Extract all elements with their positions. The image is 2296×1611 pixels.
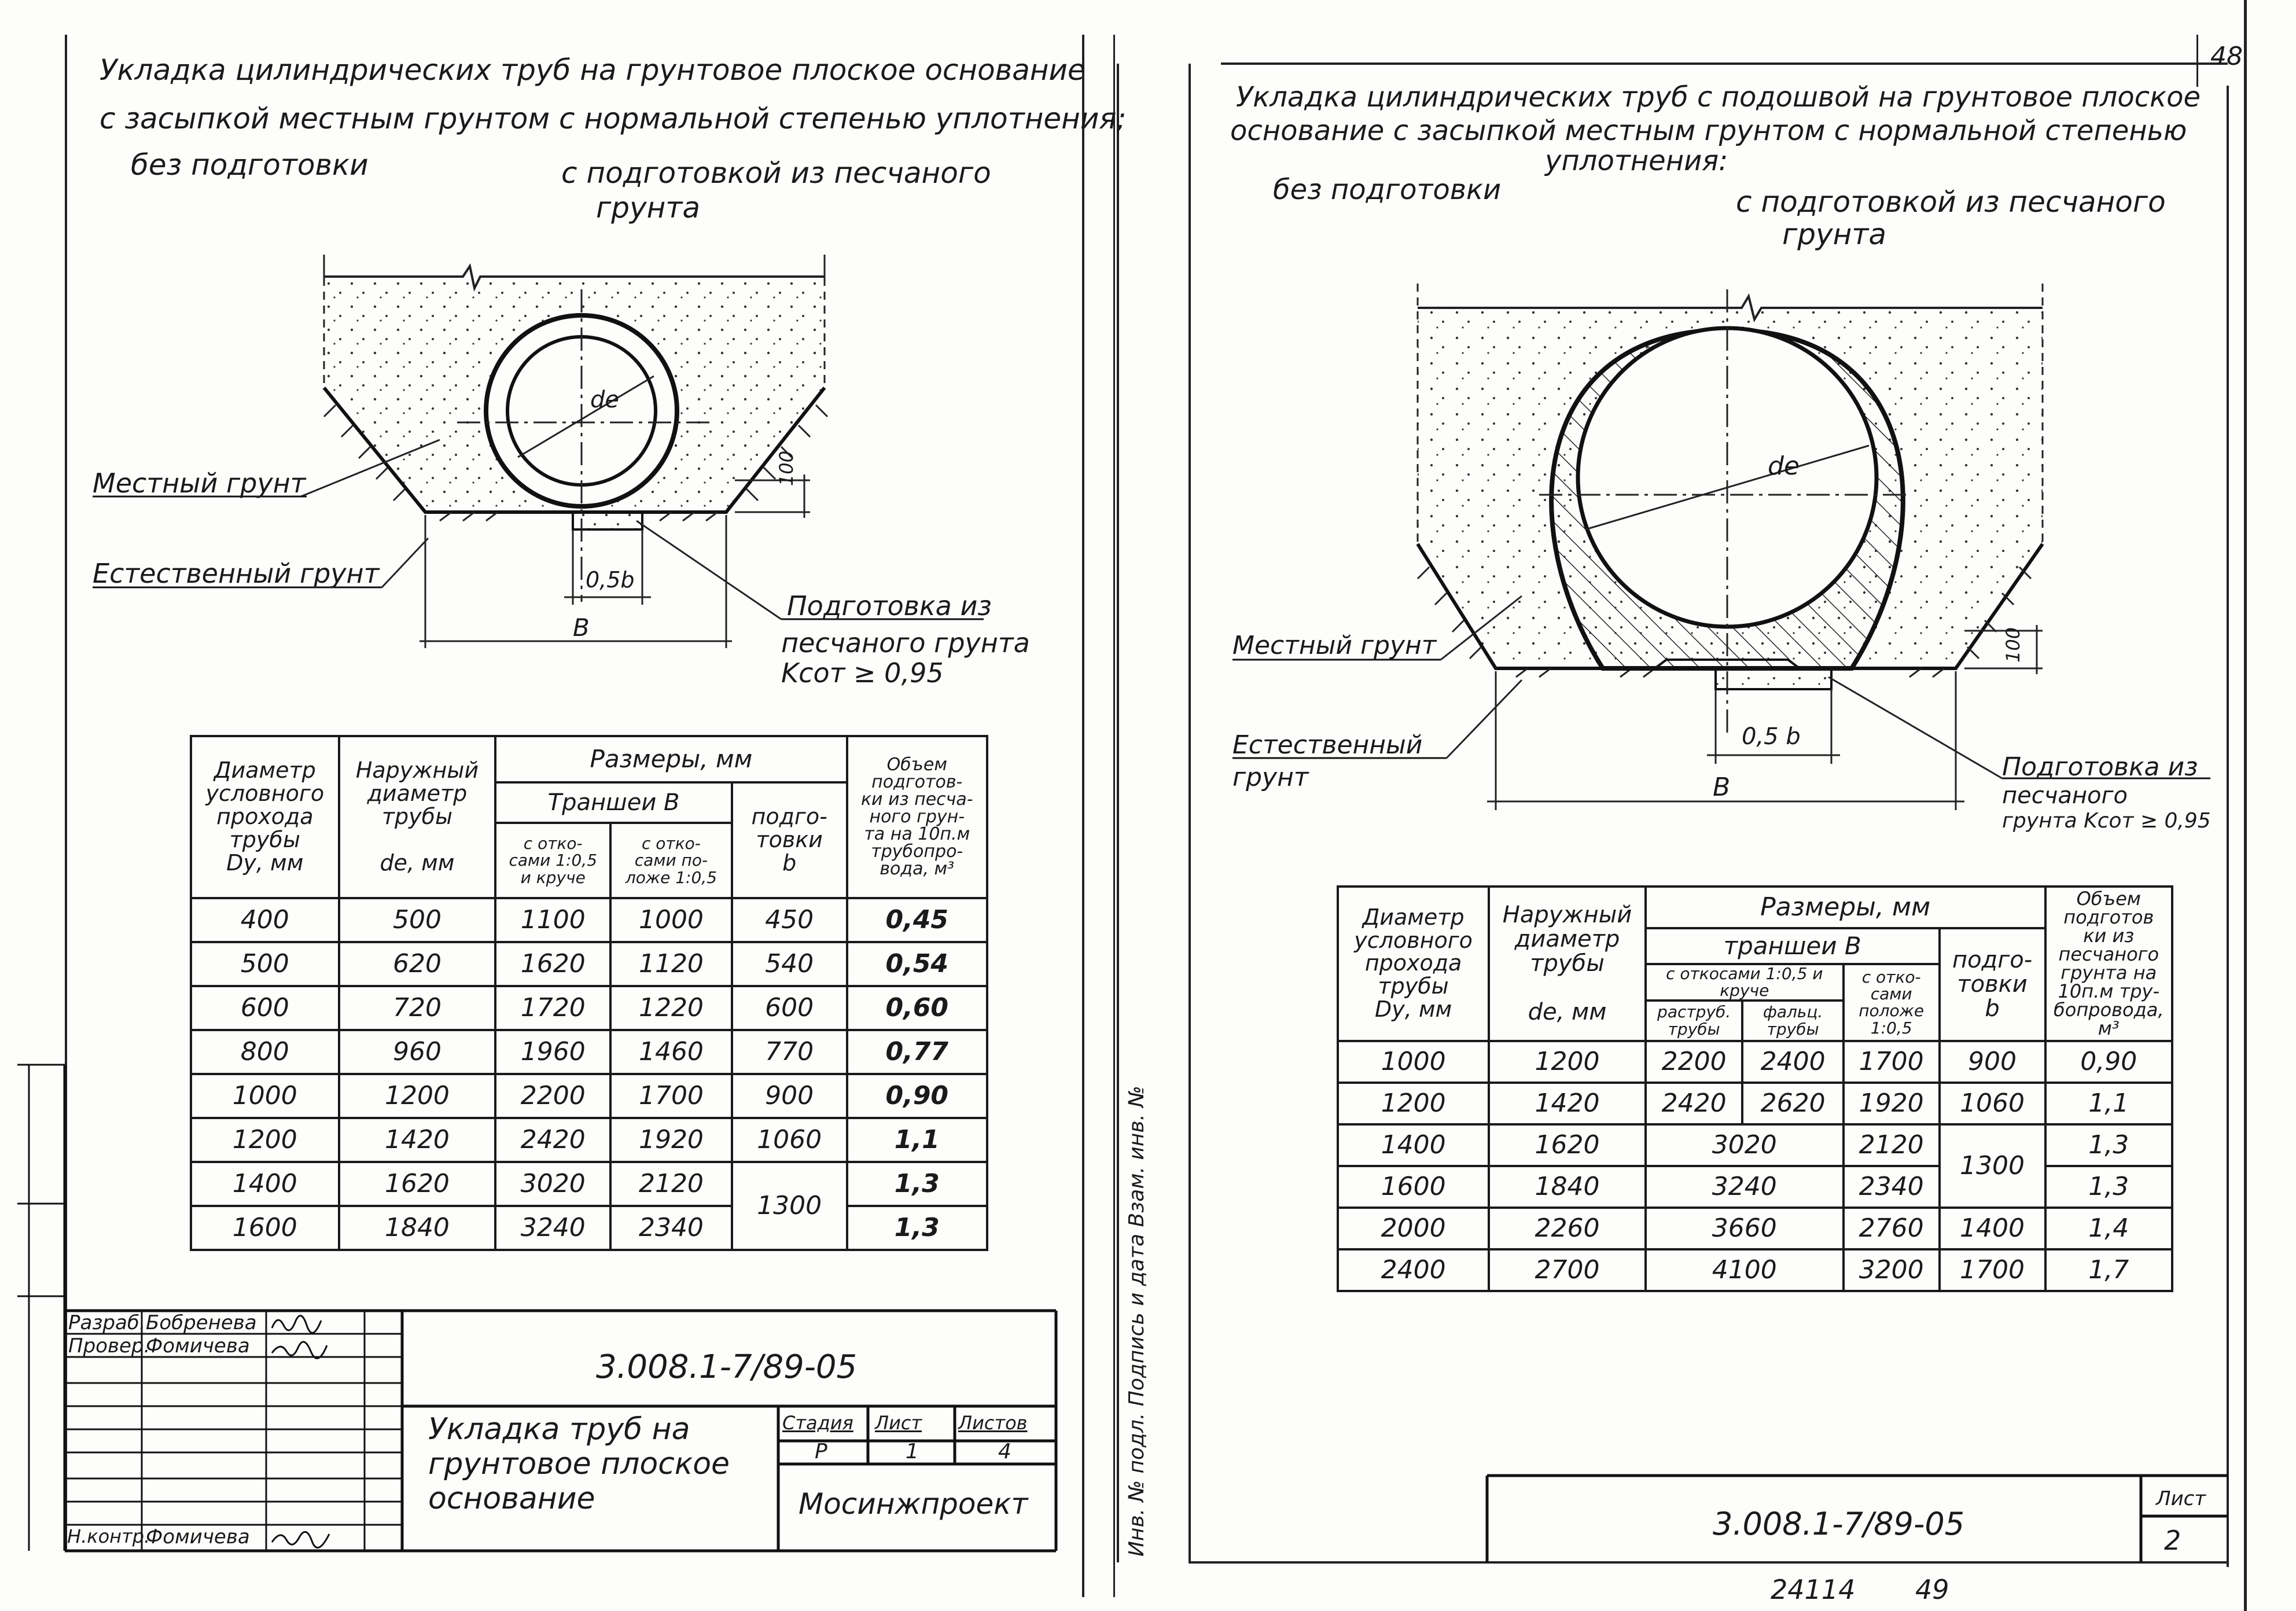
cell: 1420 <box>1489 1083 1646 1124</box>
cell: 1,3 <box>2045 1124 2172 1166</box>
right-label-natural-soil1: Естественный <box>1232 730 1423 760</box>
right-label-de: de <box>1768 451 1800 481</box>
col-fold-header: фальц. трубы <box>1742 1001 1843 1041</box>
cell: 3240 <box>495 1206 610 1250</box>
cell: 1460 <box>610 1030 732 1074</box>
cell: 500 <box>339 898 496 942</box>
left-tb-doc-code: 3.008.1-7/89-05 <box>596 1348 858 1386</box>
cell: 1000 <box>191 1074 339 1118</box>
right-side-stamp: Инв. № подл. Подпись и дата Взам. инв. № <box>1125 1086 1149 1557</box>
cell: 2000 <box>1338 1208 1489 1249</box>
col-vol-header: Объем подготов- ки из песча- ного грун- та на 10п.м трубопро- вода, м³ <box>847 736 987 898</box>
cell: 1,3 <box>847 1206 987 1250</box>
cell: 2760 <box>1844 1208 1940 1249</box>
trench-header: траншеи B <box>1646 928 1940 964</box>
cell: 800 <box>191 1030 339 1074</box>
cell: 1120 <box>610 942 732 986</box>
left-tb-doc-title3: основание <box>428 1481 595 1516</box>
right-label-100: 100 <box>2002 627 2024 663</box>
sizes-header: Размеры, мм <box>1646 887 2045 928</box>
right-label-prep1: Подготовка из <box>2002 752 2198 782</box>
col-prep-header: подго- товки b <box>732 782 847 898</box>
right-title-line3: уплотнения: <box>1545 145 1728 177</box>
cell: 620 <box>339 942 496 986</box>
cell: 1200 <box>339 1074 496 1118</box>
cell: 960 <box>339 1030 496 1074</box>
cell: 1,3 <box>847 1162 987 1206</box>
left-tb-doc-title2: грунтовое плоское <box>428 1447 730 1481</box>
left-tb-role3: Н.контр. <box>67 1525 150 1547</box>
right-title-line2: основание с засыпкой местным грунтом с нормальной степенью <box>1230 115 2187 147</box>
right-sub-with-prep2: грунта <box>1782 218 1887 251</box>
cell: 600 <box>732 986 847 1030</box>
footer-inv: 24114 <box>1771 1574 1856 1605</box>
right-label-half-b: 0,5 b <box>1742 723 1801 750</box>
right-tb-h-sheet: Лист <box>2156 1487 2206 1510</box>
cell: 0,60 <box>847 986 987 1030</box>
right-sub-no-prep: без подготовки <box>1273 174 1502 206</box>
left-tb-sheet: 1 <box>906 1440 919 1463</box>
left-tb-doc-title1: Укладка труб на <box>428 1412 690 1447</box>
col-prep-header: подго- товки b <box>1940 928 2045 1041</box>
cell: 2400 <box>1742 1041 1843 1083</box>
right-label-prep2: песчаного <box>2002 782 2128 809</box>
right-label-natural-soil2: грунт <box>1232 763 1309 792</box>
right-title-line1: Укладка цилиндрических труб с подошвой на грунтовое плоское <box>1236 81 2201 113</box>
left-tb-org: Мосинжпроект <box>799 1487 1028 1521</box>
col-steep-header: с отко- сами 1:0,5 и круче <box>495 823 610 898</box>
cell: 1920 <box>1844 1083 1940 1124</box>
right-sub-with-prep1: с подготовкой из песчаного <box>1736 185 2166 219</box>
cell: 4100 <box>1646 1249 1844 1291</box>
cell: 1060 <box>1940 1083 2045 1124</box>
cell: 720 <box>339 986 496 1030</box>
cell: 900 <box>1940 1041 2045 1083</box>
cell: 2120 <box>1844 1124 1940 1166</box>
col-de-header: Наружный диаметр трубы de, мм <box>339 736 496 898</box>
left-title-line1: Укладка цилиндрических труб на грунтовое плоское основание <box>100 53 1086 87</box>
left-sub-with-prep1: с подготовкой из песчаного <box>561 156 991 190</box>
left-title-line2: с засыпкой местным грунтом с нормальной степенью уплотнения; <box>100 102 1127 135</box>
cell: 1840 <box>1489 1166 1646 1208</box>
col-gentle-header: с отко- сами положе 1:0,5 <box>1844 964 1940 1041</box>
cell: 1920 <box>610 1118 732 1162</box>
cell: 1600 <box>191 1206 339 1250</box>
cell: 1,1 <box>847 1118 987 1162</box>
cell: 770 <box>732 1030 847 1074</box>
right-label-local-soil: Местный грунт <box>1232 631 1437 660</box>
left-tb-name2: Фомичева <box>146 1334 250 1358</box>
cell: 1,4 <box>2045 1208 2172 1249</box>
cell: 1700 <box>610 1074 732 1118</box>
right-tb-doc-code: 3.008.1-7/89-05 <box>1713 1506 1965 1542</box>
cell: 2420 <box>495 1118 610 1162</box>
cell: 0,77 <box>847 1030 987 1074</box>
cell: 1,3 <box>2045 1166 2172 1208</box>
left-tb-stage: Р <box>815 1440 827 1463</box>
cell: 1200 <box>191 1118 339 1162</box>
cell: 3020 <box>495 1162 610 1206</box>
left-label-prep2: песчаного грунта <box>781 627 1030 659</box>
cell: 2200 <box>1646 1041 1743 1083</box>
left-label-prep1: Подготовка из <box>787 590 992 621</box>
col-dn-header: Диаметр условного прохода трубы Dу, мм <box>1338 887 1489 1041</box>
cell: 1700 <box>1940 1249 2045 1291</box>
left-label-local-soil: Местный грунт <box>93 468 306 499</box>
cell: 2340 <box>610 1206 732 1250</box>
cell: 1600 <box>1338 1166 1489 1208</box>
cell: 1960 <box>495 1030 610 1074</box>
col-steep-header: с откосами 1:0,5 и круче <box>1646 964 1844 1001</box>
cell: 3020 <box>1646 1124 1844 1166</box>
cell: 1400 <box>1338 1124 1489 1166</box>
cell: 2120 <box>610 1162 732 1206</box>
left-tb-h-sheet: Лист <box>875 1412 922 1434</box>
cell: 1000 <box>610 898 732 942</box>
left-label-de: de <box>590 387 619 413</box>
cell: 2340 <box>1844 1166 1940 1208</box>
left-tb-sheets: 4 <box>998 1440 1011 1463</box>
cell: 1840 <box>339 1206 496 1250</box>
page-number: 48 <box>2210 42 2243 71</box>
cell: 600 <box>191 986 339 1030</box>
cell: 3240 <box>1646 1166 1844 1208</box>
cell: 2400 <box>1338 1249 1489 1291</box>
cell: 1420 <box>339 1118 496 1162</box>
cell: 1620 <box>339 1162 496 1206</box>
left-label-100: 100 <box>775 450 797 486</box>
cell: 0,54 <box>847 942 987 986</box>
left-tb-role1: Разраб. <box>68 1311 146 1334</box>
left-tb-role2: Провер. <box>68 1334 150 1358</box>
cell: 0,90 <box>847 1074 987 1118</box>
left-label-natural-soil: Естественный грунт <box>93 558 380 589</box>
cell: 1700 <box>1844 1041 1940 1083</box>
right-label-prep3: грунта Kсот ≥ 0,95 <box>2002 809 2211 833</box>
cell: 1400 <box>1940 1208 2045 1249</box>
col-vol-header: Объем подготов ки из песчаного грунта на 10п.м тру- бопровода, м³ <box>2045 887 2172 1041</box>
cell: 2620 <box>1742 1083 1843 1124</box>
cell: 0,45 <box>847 898 987 942</box>
cell: 1200 <box>1338 1083 1489 1124</box>
cell: 1720 <box>495 986 610 1030</box>
cell: 2420 <box>1646 1083 1743 1124</box>
cell: 1000 <box>1338 1041 1489 1083</box>
cell: 540 <box>732 942 847 986</box>
cell: 2700 <box>1489 1249 1646 1291</box>
left-sub-no-prep: без подготовки <box>131 148 369 182</box>
cell: 1100 <box>495 898 610 942</box>
col-bell-header: раструб. трубы <box>1646 1001 1743 1041</box>
footer-page: 49 <box>1915 1574 1949 1605</box>
left-label-half-b: 0,5b <box>586 567 635 593</box>
cell: 500 <box>191 942 339 986</box>
left-tb-name3: Фомичева <box>146 1525 250 1549</box>
cell: 1620 <box>495 942 610 986</box>
col-dn-header: Диаметр условного прохода трубы Dу, мм <box>191 736 339 898</box>
cell: 1220 <box>610 986 732 1030</box>
cell: 3660 <box>1646 1208 1844 1249</box>
cell: 1060 <box>732 1118 847 1162</box>
cell: 1300 <box>1940 1124 2045 1208</box>
cell: 2200 <box>495 1074 610 1118</box>
cell: 1,1 <box>2045 1083 2172 1124</box>
cell: 400 <box>191 898 339 942</box>
cell: 2260 <box>1489 1208 1646 1249</box>
left-tb-h-sheets: Листов <box>958 1412 1028 1434</box>
left-label-B: B <box>573 613 590 642</box>
cell: 3200 <box>1844 1249 1940 1291</box>
cell: 1,7 <box>2045 1249 2172 1291</box>
col-gentle-header: с отко- сами по- ложе 1:0,5 <box>610 823 732 898</box>
left-sub-with-prep2: грунта <box>596 191 701 225</box>
cell: 0,90 <box>2045 1041 2172 1083</box>
cell: 450 <box>732 898 847 942</box>
left-tb-name1: Бобренева <box>146 1311 257 1334</box>
cell: 1200 <box>1489 1041 1646 1083</box>
cell: 1300 <box>732 1162 847 1250</box>
cell: 1620 <box>1489 1124 1646 1166</box>
col-de-header: Наружный диаметр трубы de, мм <box>1489 887 1646 1041</box>
right-label-B: B <box>1713 773 1731 802</box>
left-label-prep3: Kсот ≥ 0,95 <box>781 657 944 689</box>
cell: 900 <box>732 1074 847 1118</box>
left-tb-h-stage: Стадия <box>782 1412 853 1434</box>
cell: 1400 <box>191 1162 339 1206</box>
trench-header: Траншеи B <box>495 782 731 823</box>
right-tb-sheet: 2 <box>2164 1525 2181 1556</box>
sizes-header: Размеры, мм <box>495 736 847 782</box>
